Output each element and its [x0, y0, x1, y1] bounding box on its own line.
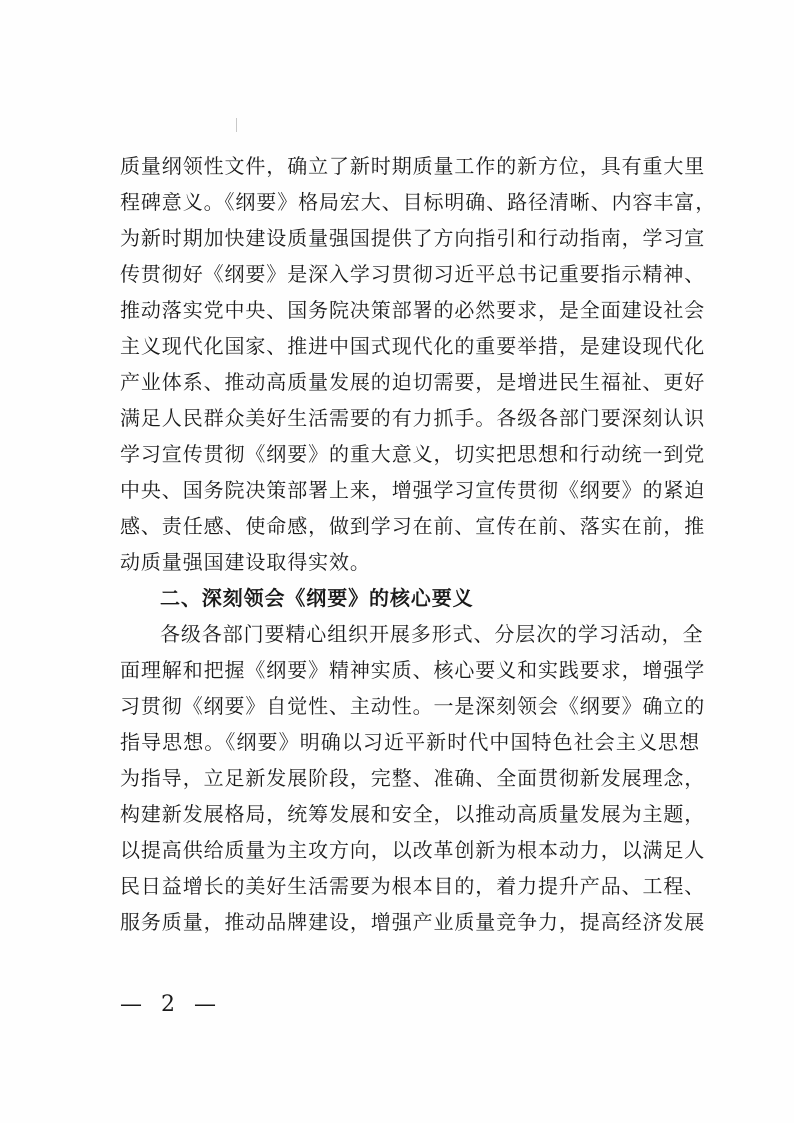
paragraph-line: 民日益增长的美好生活需要为根本目的，着力提升产品、工程、: [120, 874, 706, 898]
paragraph-line: 推动落实党中央、国务院决策部署的必然要求，是全面建设社会: [120, 298, 706, 322]
paragraph-line: 感、责任感、使命感，做到学习在前、宣传在前、落实在前，推: [120, 514, 706, 538]
document-body: [120, 148, 717, 940]
page-number: — 2 —: [120, 992, 222, 1017]
paragraph-line: 中央、国务院决策部署上来，增强学习宣传贯彻《纲要》的紧迫: [120, 478, 706, 502]
paragraph-line: 面理解和把握《纲要》精神实质、核心要义和实践要求，增强学: [120, 658, 706, 682]
paragraph-line: 以提高供给质量为主攻方向，以改革创新为根本动力，以满足人: [120, 838, 706, 862]
paragraph-line: 为指导，立足新发展阶段，完整、准确、全面贯彻新发展理念，: [120, 766, 706, 790]
paragraph-line: 程碑意义。《纲要》格局宏大、目标明确、路径清晰、内容丰富，: [120, 190, 717, 214]
paragraph-line: 质量纲领性文件，确立了新时期质量工作的新方位，具有重大里: [120, 154, 706, 178]
paragraph-line: 动质量强国建设取得实效。: [120, 550, 371, 574]
paragraph-line: 指导思想。《纲要》明确以习近平新时代中国特色社会主义思想: [120, 730, 700, 754]
paragraph-line: 主义现代化国家、推进中国式现代化的重要举措，是建设现代化: [120, 334, 706, 358]
paragraph-line: 服务质量，推动品牌建设，增强产业质量竞争力，提高经济发展: [120, 910, 706, 934]
paragraph-line: 为新时期加快建设质量强国提供了方向指引和行动指南，学习宣: [120, 226, 706, 250]
scan-mark: [236, 118, 237, 132]
paragraph-line: 构建新发展格局，统筹发展和安全，以推动高质量发展为主题，: [120, 802, 706, 826]
section-heading: 二、深刻领会《纲要》的核心要义: [160, 586, 474, 610]
paragraph-line: 各级各部门要精心组织开展多形式、分层次的学习活动，全: [160, 622, 704, 646]
paragraph-line: 学习宣传贯彻《纲要》的重大意义，切实把思想和行动统一到党: [120, 442, 706, 466]
paragraph-line: 传贯彻好《纲要》是深入学习贯彻习近平总书记重要指示精神、: [120, 262, 706, 286]
paragraph-line: 满足人民群众美好生活需要的有力抓手。各级各部门要深刻认识: [120, 406, 706, 430]
paragraph-line: 产业体系、推动高质量发展的迫切需要，是增进民生福祉、更好: [120, 370, 706, 394]
paragraph-line: 习贯彻《纲要》自觉性、主动性。一是深刻领会《纲要》确立的: [120, 694, 706, 718]
